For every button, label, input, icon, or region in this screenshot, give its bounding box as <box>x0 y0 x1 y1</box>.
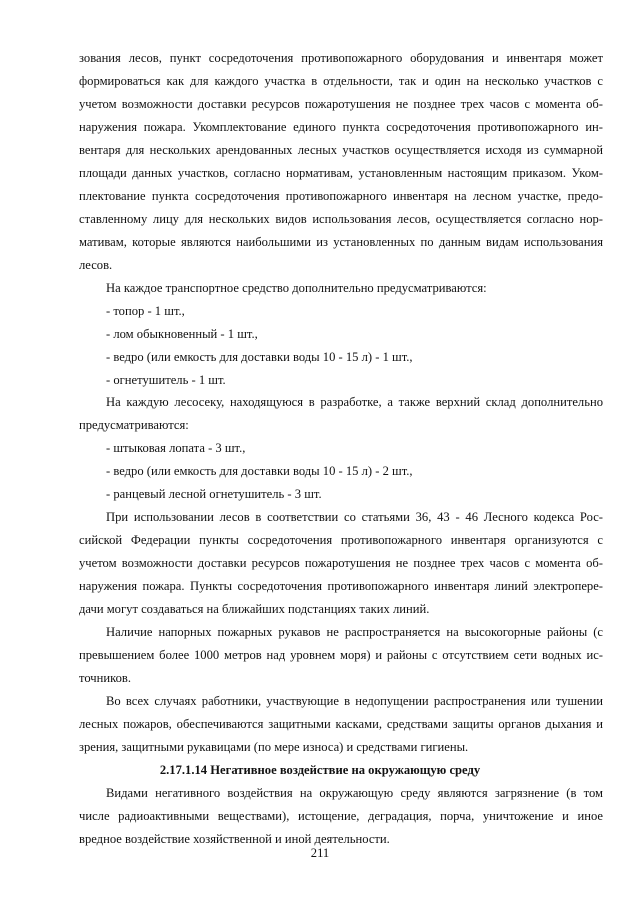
text-line: вентаря для нескольких арендованных лесных участков осуществляется исходя из суммарной <box>79 143 603 157</box>
text-line: лесных пожаров, обеспечиваются защитными касками, средствами защиты органов дыхания и <box>79 717 603 731</box>
text-line: Во всех случаях работники, участвующие в недопущении распространения или тушении <box>106 694 603 708</box>
text-line: дачи могут создаваться на ближайших подстанциях таких линий. <box>79 602 430 616</box>
text-line: наружения пожара. Укомплектование единого пункта сосредоточения противопожарного ин- <box>79 120 603 134</box>
page-number: 211 <box>310 846 330 860</box>
text-line: плектование пункта сосредоточения противопожарного инвентаря на лесном участке, предо- <box>79 189 603 203</box>
text-line: числе радиоактивными веществами), истощение, деградация, порча, уничтожение и иное <box>79 809 603 823</box>
text-line: сийской Федерации пункты сосредоточения противопожарного инвентаря организуются с <box>79 533 603 547</box>
text-line: При использовании лесов в соответствии со статьями 36, 43 - 46 Лесного кодекса Рос- <box>106 510 603 524</box>
text-line: предусматриваются: <box>79 418 189 432</box>
text-line: учетом возможности доставки ресурсов пожаротушения не позднее трех часов с момента об- <box>79 556 603 570</box>
list-item: - штыковая лопата - 3 шт., <box>106 441 246 455</box>
text-line: ставленному лицу для нескольких видов использования лесов, осуществляется согласно нор- <box>79 212 603 226</box>
text-line: площади данных участков, согласно нормативам, установленным настоящим приказом. Уком- <box>79 166 603 180</box>
text-line: вредное воздействие хозяйственной и иной деятельности. <box>79 832 390 846</box>
text-line: учетом возможности доставки ресурсов пожаротушения не позднее трех часов с момента об- <box>79 97 603 111</box>
text-line: наружения пожара. Пункты сосредоточения противопожарного инвентаря линий электропере- <box>79 579 603 593</box>
text-line: точников. <box>79 671 131 685</box>
text-line: Наличие напорных пожарных рукавов не распространяется на высокогорные районы (с <box>106 625 603 639</box>
list-item: - ведро (или емкость для доставки воды 10 - 15 л) - 1 шт., <box>106 350 413 364</box>
text-line: зрения, защитными рукавицами (по мере износа) и средствами гигиены. <box>79 740 469 754</box>
list-item: - ранцевый лесной огнетушитель - 3 шт. <box>106 487 322 501</box>
text-line: зования лесов, пункт сосредоточения противопожарного оборудования и инвентаря может <box>79 51 603 65</box>
list-item: - топор - 1 шт., <box>106 304 185 318</box>
text-line: На каждую лесосеку, находящуюся в разработке, а также верхний склад дополнительно <box>106 395 603 409</box>
text-line: превышением более 1000 метров над уровнем моря) и районы с отсутствием сети водных ис- <box>79 648 603 662</box>
section-heading: 2.17.1.14 Негативное воздействие на окружающую среду <box>159 763 481 777</box>
text-line: На каждое транспортное средство дополнительно предусматриваются: <box>106 281 487 295</box>
list-item: - ведро (или емкость для доставки воды 10 - 15 л) - 2 шт., <box>106 464 413 478</box>
text-line: формироваться как для каждого участка в отдельности, так и один на несколько участков с <box>79 74 603 88</box>
text-line: Видами негативного воздействия на окружающую среду являются загрязнение (в том <box>106 786 603 800</box>
text-line: мативам, которые являются наибольшими из установленных по данным видам использования <box>79 235 603 249</box>
text-line: лесов. <box>79 258 113 272</box>
list-item: - огнетушитель - 1 шт. <box>106 373 226 387</box>
list-item: - лом обыкновенный - 1 шт., <box>106 327 258 341</box>
